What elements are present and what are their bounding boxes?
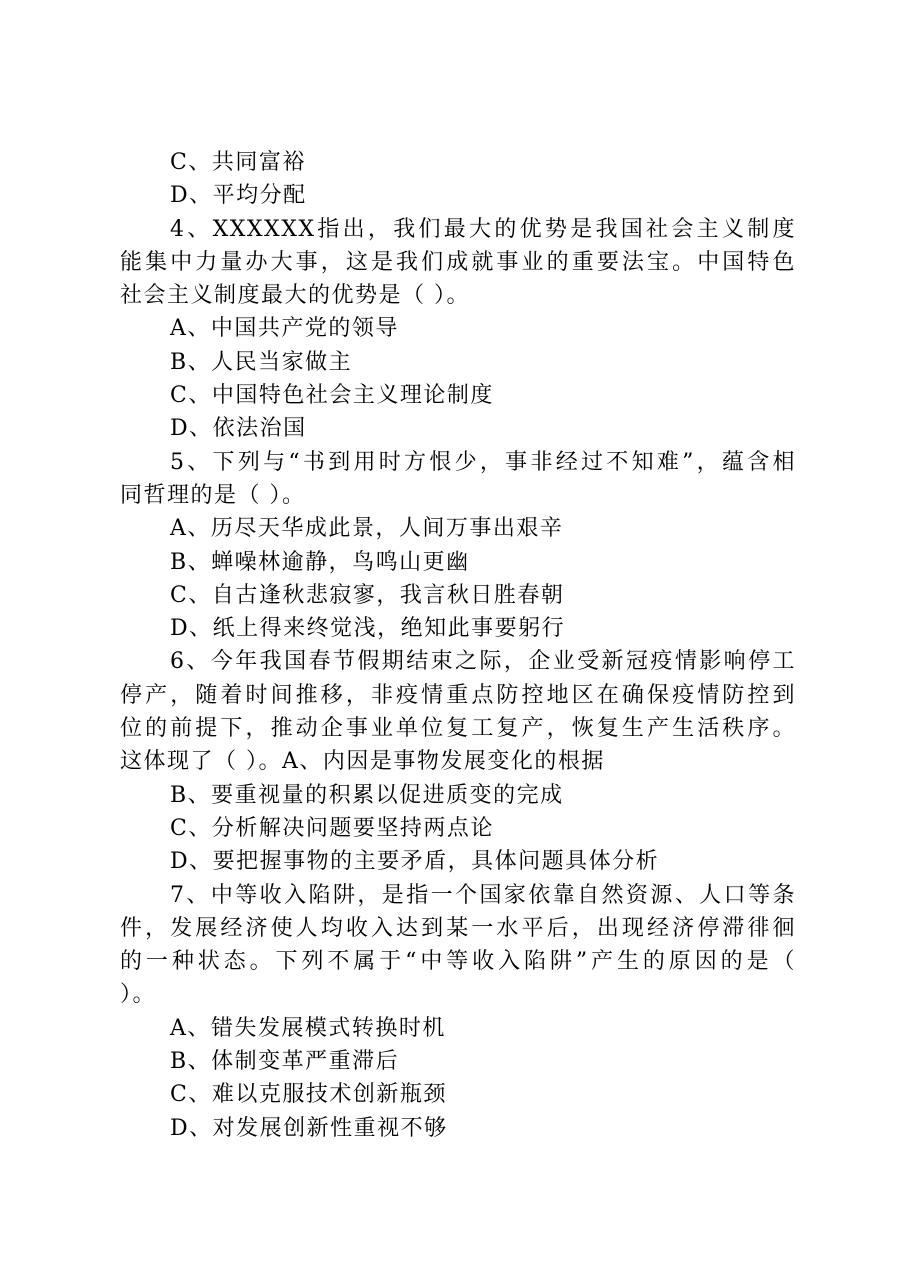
- question-4-line-3: 社会主义制度最大的优势是（ ）。: [120, 283, 470, 309]
- option-6d: D、要把握事物的主要矛盾，具体问题具体分析: [170, 849, 660, 875]
- question-7-line-1: 7、中等收入陷阱，是指一个国家依靠自然资源、人口等条: [170, 882, 796, 908]
- option-5b: B、蝉噪林逾静，鸟鸣山更幽: [170, 549, 470, 575]
- option-7b: B、体制变革严重滞后: [170, 1049, 400, 1075]
- question-7-line-4: ）。: [120, 982, 157, 1008]
- question-6-line-2: 停产，随着时间推移，非疫情重点防控地区在确保疫情防控到: [120, 682, 796, 708]
- option-6b: B、要重视量的积累以促进质变的完成: [170, 782, 564, 808]
- option-7d: D、对发展创新性重视不够: [170, 1115, 448, 1141]
- question-7-line-2: 件，发展经济使人均收入达到某一水平后，出现经济停滞徘徊: [120, 915, 796, 941]
- option-4b: B、人民当家做主: [170, 349, 353, 375]
- option-7c: C、难以克服技术创新瓶颈: [170, 1082, 447, 1108]
- option-4a: A、中国共产党的领导: [170, 316, 399, 342]
- option-4c: C、中国特色社会主义理论制度: [170, 383, 494, 409]
- question-6-line-4: 这体现了（ ）。A、内因是事物发展变化的根据: [120, 749, 605, 775]
- question-4-line-2: 能集中力量办大事，这是我们成就事业的重要法宝。中国特色: [120, 249, 796, 275]
- option-5d: D、纸上得来终觉浅，绝知此事要躬行: [170, 616, 566, 642]
- option-6c: C、分析解决问题要坚持两点论: [170, 815, 494, 841]
- question-6-line-3: 位的前提下，推动企事业单位复工复产，恢复生产生活秩序。: [120, 716, 796, 742]
- option-5c: C、自古逢秋悲寂寥，我言秋日胜春朝: [170, 582, 565, 608]
- option-7a: A、错失发展模式转换时机: [170, 1015, 446, 1041]
- option-3c: C、共同富裕: [170, 150, 306, 175]
- option-4d: D、依法治国: [170, 416, 307, 442]
- document-body: [120, 146, 796, 1145]
- question-4-line-1: 4、XXXXXX指出，我们最大的优势是我国社会主义制度: [170, 216, 796, 242]
- option-3d: D、平均分配: [170, 183, 307, 209]
- question-6-line-1: 6、今年我国春节假期结束之际，企业受新冠疫情影响停工: [170, 649, 796, 675]
- question-5-line-1: 5、下列与“书到用时方恨少，事非经过不知难”，蕴含相: [170, 449, 796, 475]
- option-5a: A、历尽天华成此景，人间万事出艰辛: [170, 516, 564, 542]
- question-7-line-3: 的一种状态。下列不属于“中等收入陷阱”产生的原因的是（: [120, 949, 796, 975]
- question-5-line-2: 同哲理的是（ ）。: [120, 482, 306, 508]
